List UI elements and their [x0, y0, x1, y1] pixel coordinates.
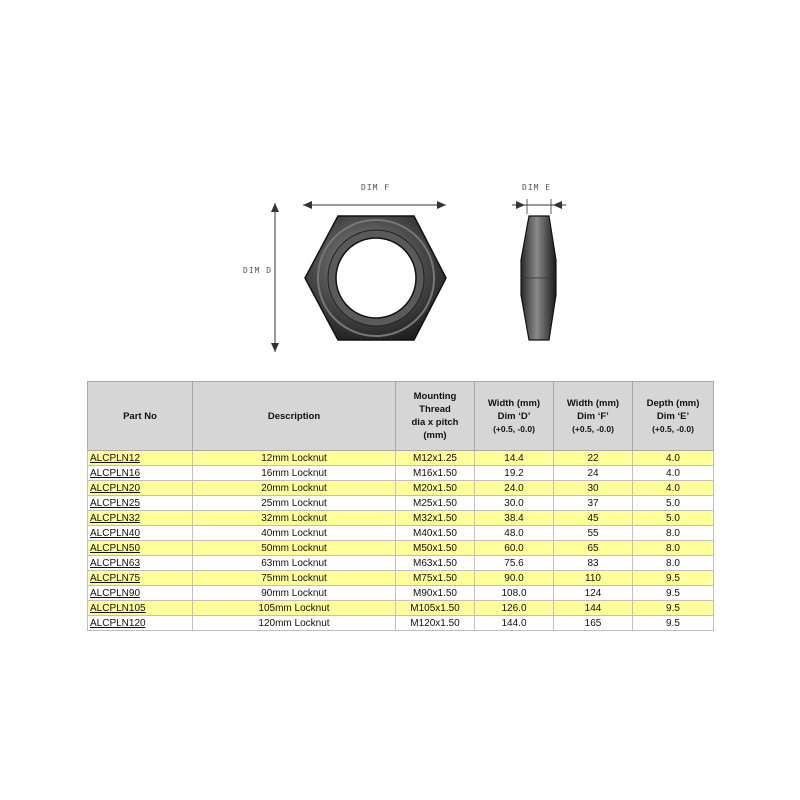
width-f-cell: 65 — [554, 541, 633, 556]
description-cell: 120mm Locknut — [193, 616, 396, 631]
depth-e-cell: 4.0 — [633, 466, 714, 481]
description-cell: 63mm Locknut — [193, 556, 396, 571]
width-f-cell: 55 — [554, 526, 633, 541]
width-d-cell: 24.0 — [475, 481, 554, 496]
part-link-alcpln20[interactable]: ALCPLN20 — [90, 482, 141, 494]
part-link-alcpln50[interactable]: ALCPLN50 — [90, 542, 141, 554]
table-row — [88, 496, 714, 511]
width-d-cell: 144.0 — [475, 616, 554, 631]
thread-cell: M50x1.50 — [396, 541, 475, 556]
hex-nut-side-view — [521, 216, 556, 340]
thread-cell: M40x1.50 — [396, 526, 475, 541]
header-description: Description — [193, 382, 396, 451]
description-cell: 20mm Locknut — [193, 481, 396, 496]
dim-f-arrow — [303, 201, 446, 209]
width-f-cell: 83 — [554, 556, 633, 571]
description-cell: 40mm Locknut — [193, 526, 396, 541]
thread-cell: M12x1.25 — [396, 451, 475, 466]
table-row — [88, 451, 714, 466]
thread-cell: M32x1.50 — [396, 511, 475, 526]
depth-e-cell: 5.0 — [633, 496, 714, 511]
width-d-cell: 60.0 — [475, 541, 554, 556]
dim-d-arrow — [271, 203, 279, 352]
part-link-alcpln32[interactable]: ALCPLN32 — [90, 512, 141, 524]
table-row — [88, 556, 714, 571]
dim-f-label: DIM F — [361, 183, 391, 192]
width-d-cell: 126.0 — [475, 601, 554, 616]
part-link-alcpln25[interactable]: ALCPLN25 — [90, 497, 141, 509]
width-d-cell: 30.0 — [475, 496, 554, 511]
depth-e-cell: 8.0 — [633, 541, 714, 556]
part-link-alcpln75[interactable]: ALCPLN75 — [90, 572, 141, 584]
header-part-no: Part No — [88, 382, 193, 451]
table-row — [88, 511, 714, 526]
table-row — [88, 571, 714, 586]
description-cell: 105mm Locknut — [193, 601, 396, 616]
width-f-cell: 37 — [554, 496, 633, 511]
thread-cell: M25x1.50 — [396, 496, 475, 511]
table-row — [88, 526, 714, 541]
width-d-cell: 90.0 — [475, 571, 554, 586]
width-d-cell: 38.4 — [475, 511, 554, 526]
hex-nut-front-view — [305, 216, 446, 340]
thread-cell: M120x1.50 — [396, 616, 475, 631]
table-row — [88, 481, 714, 496]
part-link-alcpln40[interactable]: ALCPLN40 — [90, 527, 141, 539]
header-width-f: Width (mm) Dim ‘F’ (+0.5, -0.0) — [554, 382, 633, 451]
depth-e-cell: 9.5 — [633, 601, 714, 616]
thread-cell: M90x1.50 — [396, 586, 475, 601]
table-row — [88, 541, 714, 556]
depth-e-cell: 4.0 — [633, 481, 714, 496]
width-d-cell: 19.2 — [475, 466, 554, 481]
width-f-cell: 124 — [554, 586, 633, 601]
thread-cell: M75x1.50 — [396, 571, 475, 586]
description-cell: 25mm Locknut — [193, 496, 396, 511]
part-link-alcpln16[interactable]: ALCPLN16 — [90, 467, 141, 479]
width-d-cell: 75.6 — [475, 556, 554, 571]
thread-cell: M63x1.50 — [396, 556, 475, 571]
dim-d-label: DIM D — [243, 266, 273, 275]
width-f-cell: 24 — [554, 466, 633, 481]
description-cell: 16mm Locknut — [193, 466, 396, 481]
depth-e-cell: 9.5 — [633, 616, 714, 631]
part-link-alcpln63[interactable]: ALCPLN63 — [90, 557, 141, 569]
table-row — [88, 466, 714, 481]
dim-e-label: DIM E — [522, 183, 552, 192]
width-f-cell: 45 — [554, 511, 633, 526]
locknut-diagram — [0, 0, 800, 370]
part-link-alcpln90[interactable]: ALCPLN90 — [90, 587, 141, 599]
description-cell: 50mm Locknut — [193, 541, 396, 556]
width-f-cell: 165 — [554, 616, 633, 631]
depth-e-cell: 4.0 — [633, 451, 714, 466]
locknut-spec-table — [87, 381, 714, 631]
header-thread: Mounting Thread dia x pitch (mm) — [396, 382, 475, 451]
width-f-cell: 144 — [554, 601, 633, 616]
depth-e-cell: 5.0 — [633, 511, 714, 526]
description-cell: 90mm Locknut — [193, 586, 396, 601]
depth-e-cell: 8.0 — [633, 556, 714, 571]
locknut-drawing — [0, 0, 800, 370]
width-f-cell: 30 — [554, 481, 633, 496]
part-link-alcpln120[interactable]: ALCPLN120 — [90, 617, 146, 629]
width-d-cell: 14.4 — [475, 451, 554, 466]
description-cell: 32mm Locknut — [193, 511, 396, 526]
part-link-alcpln12[interactable]: ALCPLN12 — [90, 452, 141, 464]
table-row — [88, 586, 714, 601]
depth-e-cell: 8.0 — [633, 526, 714, 541]
header-depth-e: Depth (mm) Dim ‘E’ (+0.5, -0.0) — [633, 382, 714, 451]
dim-e-arrow — [512, 199, 566, 214]
width-d-cell: 108.0 — [475, 586, 554, 601]
width-d-cell: 48.0 — [475, 526, 554, 541]
header-width-d: Width (mm) Dim ‘D’ (+0.5, -0.0) — [475, 382, 554, 451]
depth-e-cell: 9.5 — [633, 586, 714, 601]
description-cell: 75mm Locknut — [193, 571, 396, 586]
part-link-alcpln105[interactable]: ALCPLN105 — [90, 602, 146, 614]
thread-cell: M20x1.50 — [396, 481, 475, 496]
table-row — [88, 601, 714, 616]
table-header-row — [88, 382, 714, 451]
thread-cell: M105x1.50 — [396, 601, 475, 616]
width-f-cell: 22 — [554, 451, 633, 466]
table-row — [88, 616, 714, 631]
depth-e-cell: 9.5 — [633, 571, 714, 586]
thread-cell: M16x1.50 — [396, 466, 475, 481]
description-cell: 12mm Locknut — [193, 451, 396, 466]
width-f-cell: 110 — [554, 571, 633, 586]
